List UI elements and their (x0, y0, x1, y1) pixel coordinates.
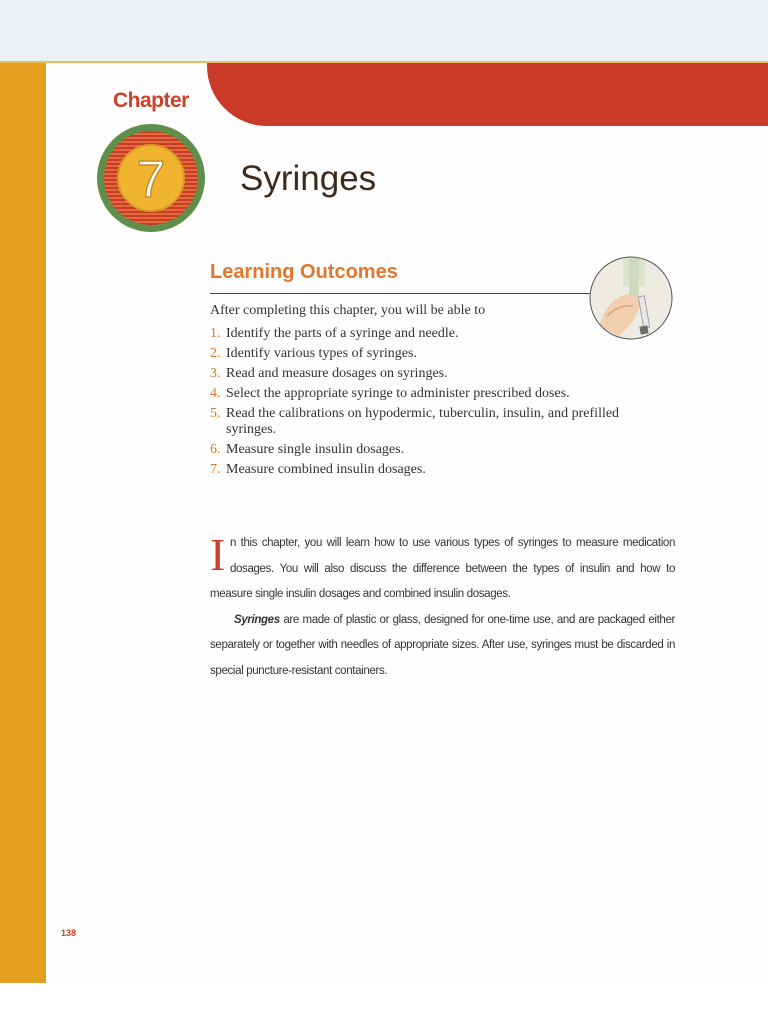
chapter-body (210, 531, 675, 684)
list-item: 6. Measure single insulin dosages. (210, 442, 405, 457)
chapter-number-badge (96, 123, 206, 233)
chapter-label: Chapter (113, 89, 189, 112)
list-item: 2. Identify various types of syringes. (210, 346, 417, 361)
chapter-number: 7 (136, 151, 166, 209)
key-term: Syringes (234, 613, 280, 626)
list-item: 7. Measure combined insulin dosages. (210, 462, 426, 477)
chapter-title: Syringes (240, 159, 377, 198)
top-margin-strip (0, 0, 768, 63)
chapter-banner (207, 63, 768, 126)
learning-outcomes-intro: After completing this chapter, you will be able to (210, 303, 486, 318)
learning-outcomes-heading: Learning Outcomes (210, 261, 398, 283)
heading-rule (210, 293, 592, 294)
syringes-paragraph: Syringes are made of plastic or glass, designed for one-time use, and are packaged either separately or together with needles of appropriate sizes. After use, syringes must be discarded in special puncture-resistant containers. (210, 613, 675, 677)
list-item: 5. Read the calibrations on hypodermic, tuberculin, insulin, and prefilled syringes. (210, 406, 620, 437)
intro-paragraph: In this chapter, you will learn how to use various types of syringes to measure medication dosages. You will also discuss the difference between the types of insulin and how to measure single insulin dosages and combined insulin dosages. (210, 529, 675, 600)
learning-outcomes-list (210, 326, 670, 482)
bottom-margin-strip (0, 983, 768, 1024)
side-color-bar (0, 63, 46, 983)
page-number: 138 (61, 928, 77, 938)
list-item: 3. Read and measure dosages on syringes. (210, 366, 448, 381)
drop-cap: I (210, 529, 225, 580)
list-item: 1. Identify the parts of a syringe and needle. (210, 326, 459, 341)
list-item: 4. Select the appropriate syringe to administer prescribed doses. (210, 386, 570, 401)
